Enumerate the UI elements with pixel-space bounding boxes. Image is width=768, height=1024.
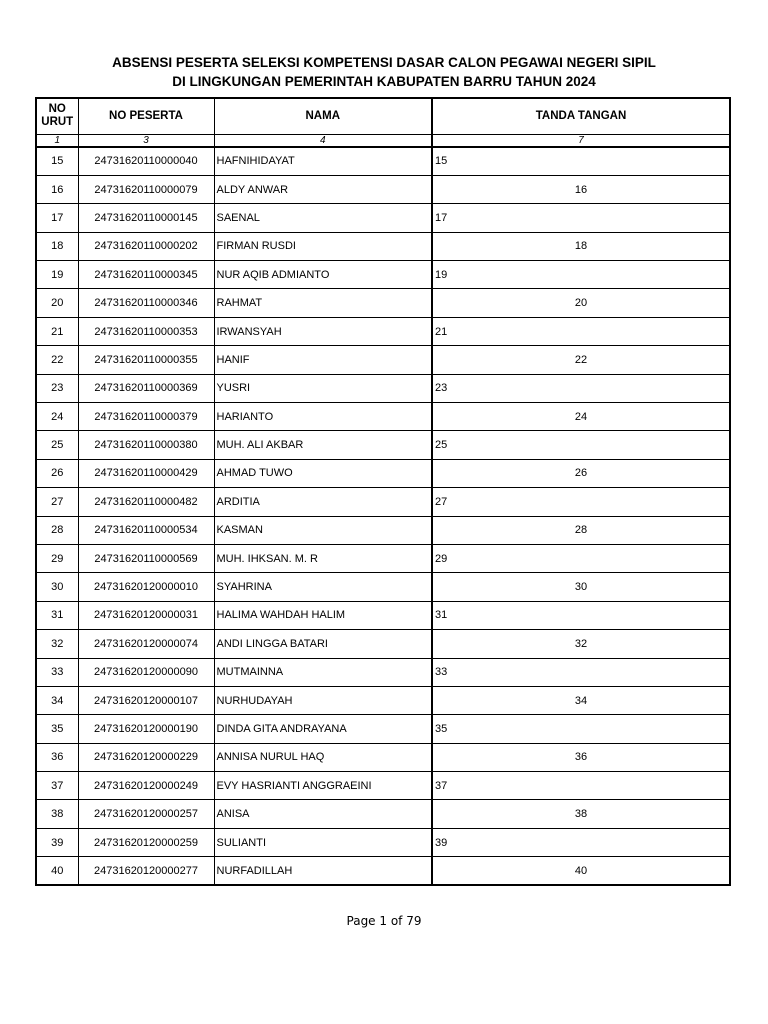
row-no-peserta: 24731620110000380 (78, 431, 214, 459)
row-tanda-tangan: 19 (432, 261, 730, 289)
row-no-urut: 35 (36, 715, 78, 743)
table-row (36, 658, 730, 686)
row-nama: NURFADILLAH (214, 857, 432, 885)
row-nama: ANNISA NURUL HAQ (214, 743, 432, 771)
table-row (36, 261, 730, 289)
row-tanda-tangan: 23 (432, 374, 730, 402)
row-no-peserta: 24731620110000345 (78, 261, 214, 289)
document-title-line-2: DI LINGKUNGAN PEMERINTAH KABUPATEN BARRU TAHUN 2024 (172, 74, 596, 89)
row-nama: ARDITIA (214, 488, 432, 516)
row-tanda-tangan: 29 (432, 544, 730, 572)
row-no-urut: 24 (36, 403, 78, 431)
row-no-peserta: 24731620110000569 (78, 544, 214, 572)
row-tanda-tangan: 17 (432, 204, 730, 232)
row-nama: HALIMA WAHDAH HALIM (214, 601, 432, 629)
row-no-urut: 30 (36, 573, 78, 601)
row-tanda-tangan: 40 (432, 857, 730, 885)
row-tanda-tangan: 33 (432, 658, 730, 686)
row-nama: KASMAN (214, 516, 432, 544)
row-no-urut: 16 (36, 175, 78, 203)
table-row (36, 743, 730, 771)
table-row (36, 857, 730, 885)
row-nama: HAFNIHIDAYAT (214, 147, 432, 175)
column-number: 3 (78, 134, 214, 147)
table-row (36, 459, 730, 487)
row-no-urut: 27 (36, 488, 78, 516)
row-tanda-tangan: 24 (432, 403, 730, 431)
column-number-row (36, 134, 730, 147)
row-no-urut: 20 (36, 289, 78, 317)
row-tanda-tangan: 26 (432, 459, 730, 487)
header-tanda-tangan: TANDA TANGAN (432, 98, 730, 134)
row-no-urut: 18 (36, 232, 78, 260)
row-nama: SYAHRINA (214, 573, 432, 601)
row-nama: FIRMAN RUSDI (214, 232, 432, 260)
table-body (36, 147, 730, 885)
row-no-urut: 22 (36, 346, 78, 374)
row-nama: HARIANTO (214, 403, 432, 431)
table-row (36, 317, 730, 345)
row-nama: EVY HASRIANTI ANGGRAEINI (214, 772, 432, 800)
row-nama: NUR AQIB ADMIANTO (214, 261, 432, 289)
row-tanda-tangan: 21 (432, 317, 730, 345)
row-no-urut: 25 (36, 431, 78, 459)
row-no-peserta: 24731620110000353 (78, 317, 214, 345)
table-row (36, 573, 730, 601)
table-row (36, 204, 730, 232)
row-nama: AHMAD TUWO (214, 459, 432, 487)
row-no-urut: 34 (36, 686, 78, 714)
row-no-urut: 39 (36, 828, 78, 856)
header-nama: NAMA (214, 98, 432, 134)
row-nama: DINDA GITA ANDRAYANA (214, 715, 432, 743)
row-no-peserta: 24731620110000355 (78, 346, 214, 374)
row-no-urut: 40 (36, 857, 78, 885)
table-row (36, 374, 730, 402)
row-tanda-tangan: 27 (432, 488, 730, 516)
row-no-peserta: 24731620110000534 (78, 516, 214, 544)
row-nama: YUSRI (214, 374, 432, 402)
row-no-urut: 33 (36, 658, 78, 686)
row-no-peserta: 24731620110000145 (78, 204, 214, 232)
row-no-peserta: 24731620120000031 (78, 601, 214, 629)
row-nama: HANIF (214, 346, 432, 374)
table-row (36, 772, 730, 800)
header-no-line1: NO (48, 103, 66, 116)
row-no-urut: 19 (36, 261, 78, 289)
table-row (36, 544, 730, 572)
row-no-urut: 26 (36, 459, 78, 487)
row-nama: SULIANTI (214, 828, 432, 856)
row-tanda-tangan: 20 (432, 289, 730, 317)
header-no-line2: URUT (41, 116, 74, 129)
table-row (36, 147, 730, 175)
row-tanda-tangan: 16 (432, 175, 730, 203)
row-no-peserta: 24731620120000090 (78, 658, 214, 686)
row-tanda-tangan: 32 (432, 630, 730, 658)
row-nama: MUTMAINNA (214, 658, 432, 686)
row-no-peserta: 24731620110000379 (78, 403, 214, 431)
table-row (36, 516, 730, 544)
row-no-urut: 21 (36, 317, 78, 345)
table-row (36, 346, 730, 374)
row-nama: ANDI LINGGA BATARI (214, 630, 432, 658)
row-no-peserta: 24731620120000249 (78, 772, 214, 800)
row-no-peserta: 24731620110000429 (78, 459, 214, 487)
row-no-peserta: 24731620120000074 (78, 630, 214, 658)
table-row (36, 289, 730, 317)
attendance-table (35, 97, 731, 886)
row-tanda-tangan: 37 (432, 772, 730, 800)
row-no-urut: 28 (36, 516, 78, 544)
row-nama: RAHMAT (214, 289, 432, 317)
row-no-peserta: 24731620110000369 (78, 374, 214, 402)
row-tanda-tangan: 28 (432, 516, 730, 544)
row-tanda-tangan: 31 (432, 601, 730, 629)
document-title-line-1: ABSENSI PESERTA SELEKSI KOMPETENSI DASAR CALON PEGAWAI NEGERI SIPIL (112, 55, 656, 70)
row-nama: MUH. ALI AKBAR (214, 431, 432, 459)
row-no-peserta: 24731620120000277 (78, 857, 214, 885)
row-nama: IRWANSYAH (214, 317, 432, 345)
row-tanda-tangan: 30 (432, 573, 730, 601)
table-row (36, 800, 730, 828)
row-no-peserta: 24731620120000229 (78, 743, 214, 771)
table-row (36, 686, 730, 714)
row-no-peserta: 24731620110000346 (78, 289, 214, 317)
row-no-urut: 36 (36, 743, 78, 771)
table-row (36, 232, 730, 260)
row-no-peserta: 24731620120000259 (78, 828, 214, 856)
header-no-urut (36, 98, 78, 134)
column-number: 1 (36, 134, 78, 147)
table-row (36, 828, 730, 856)
row-tanda-tangan: 15 (432, 147, 730, 175)
row-no-urut: 17 (36, 204, 78, 232)
table-row (36, 431, 730, 459)
table-header-row (36, 98, 730, 134)
row-tanda-tangan: 35 (432, 715, 730, 743)
row-nama: ALDY ANWAR (214, 175, 432, 203)
row-tanda-tangan: 25 (432, 431, 730, 459)
row-nama: MUH. IHKSAN. M. R (214, 544, 432, 572)
row-no-urut: 23 (36, 374, 78, 402)
row-tanda-tangan: 34 (432, 686, 730, 714)
header-no-peserta: NO PESERTA (78, 98, 214, 134)
row-tanda-tangan: 22 (432, 346, 730, 374)
column-number: 4 (214, 134, 432, 147)
table-row (36, 715, 730, 743)
row-no-urut: 15 (36, 147, 78, 175)
table-row (36, 488, 730, 516)
page-number: Page 1 of 79 (346, 914, 422, 928)
row-no-peserta: 24731620120000010 (78, 573, 214, 601)
row-no-peserta: 24731620110000482 (78, 488, 214, 516)
table-row (36, 630, 730, 658)
row-no-peserta: 24731620110000079 (78, 175, 214, 203)
column-number: 7 (432, 134, 730, 147)
row-no-urut: 38 (36, 800, 78, 828)
row-no-peserta: 24731620110000202 (78, 232, 214, 260)
row-tanda-tangan: 18 (432, 232, 730, 260)
row-no-peserta: 24731620120000257 (78, 800, 214, 828)
row-nama: SAENAL (214, 204, 432, 232)
row-tanda-tangan: 36 (432, 743, 730, 771)
row-nama: NURHUDAYAH (214, 686, 432, 714)
row-no-urut: 32 (36, 630, 78, 658)
row-no-urut: 37 (36, 772, 78, 800)
table-row (36, 175, 730, 203)
row-no-peserta: 24731620120000190 (78, 715, 214, 743)
row-nama: ANISA (214, 800, 432, 828)
row-no-peserta: 24731620120000107 (78, 686, 214, 714)
row-no-urut: 31 (36, 601, 78, 629)
table-row (36, 601, 730, 629)
row-no-urut: 29 (36, 544, 78, 572)
row-tanda-tangan: 39 (432, 828, 730, 856)
table-row (36, 403, 730, 431)
row-tanda-tangan: 38 (432, 800, 730, 828)
row-no-peserta: 24731620110000040 (78, 147, 214, 175)
